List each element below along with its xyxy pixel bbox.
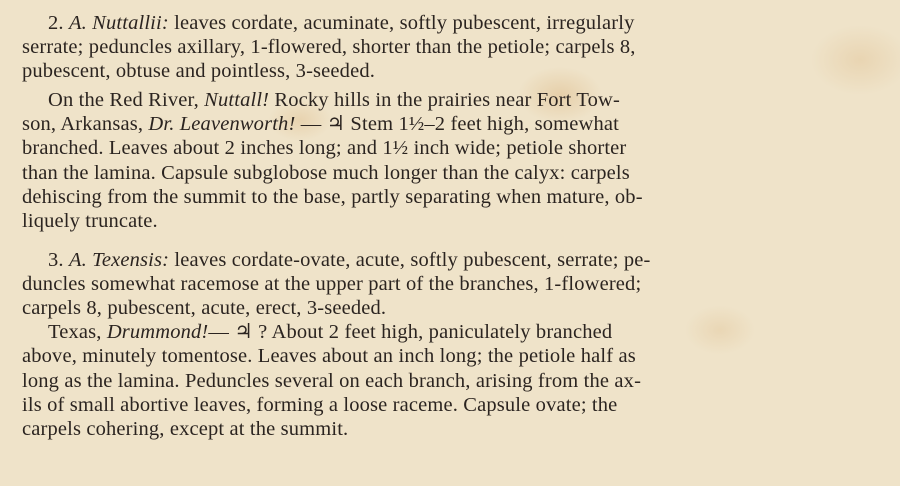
collector-name: Drummond! xyxy=(106,321,209,343)
species-name: A. Nuttallii: xyxy=(68,12,169,34)
text-line: branched. Leaves about 2 inches long; and 1½ inch wide; petiole shorter xyxy=(22,137,627,159)
entry-number: 2. xyxy=(48,12,69,34)
text-run: — ♃ Stem 1½–2 feet high, somewhat xyxy=(295,113,619,135)
text-line xyxy=(48,320,882,344)
collector-name: Dr. Leavenworth! xyxy=(148,113,296,135)
text-run: son, Arkansas, xyxy=(22,113,149,135)
text-line xyxy=(48,11,882,35)
entry-number: 3. xyxy=(48,249,69,271)
text-line: duncles somewhat racemose at the upper part of the branches, 1-flowered; xyxy=(22,273,642,295)
text-run: Texas, xyxy=(48,321,107,343)
text-line: long as the lamina. Peduncles several on each branch, arising from the ax- xyxy=(22,370,642,392)
text-line: pubescent, obtuse and pointless, 3-seeded. xyxy=(22,60,376,82)
text-line: than the lamina. Capsule subglobose much longer than the calyx: carpels xyxy=(22,162,630,184)
text-line: carpels 8, pubescent, acute, erect, 3-seeded. xyxy=(22,297,387,319)
text-run: leaves cordate, acuminate, softly pubescent, irregularly xyxy=(168,12,635,34)
text-run: — ♃ ? About 2 feet high, paniculately branched xyxy=(208,321,613,343)
text-line xyxy=(22,112,882,136)
collector-name: Nuttall! xyxy=(204,89,270,111)
text-line: carpels cohering, except at the summit. xyxy=(22,418,349,440)
text-run: leaves cordate-ovate, acute, softly pubescent, serrate; pe- xyxy=(169,249,651,271)
text-run: On the Red River, xyxy=(48,89,205,111)
text-line: serrate; peduncles axillary, 1-flowered, shorter than the petiole; carpels 8, xyxy=(22,36,636,58)
text-run: Rocky hills in the prairies near Fort Tow- xyxy=(269,89,620,111)
species-name: A. Texensis: xyxy=(68,249,170,271)
text-line: dehiscing from the summit to the base, partly separating when mature, ob- xyxy=(22,186,643,208)
text-line: ils of small abortive leaves, forming a loose raceme. Capsule ovate; the xyxy=(22,394,618,416)
text-line: liquely truncate. xyxy=(22,210,158,232)
text-line: above, minutely tomentose. Leaves about an inch long; the petiole half as xyxy=(22,345,636,367)
text-line xyxy=(48,88,882,112)
text-line xyxy=(48,248,882,272)
